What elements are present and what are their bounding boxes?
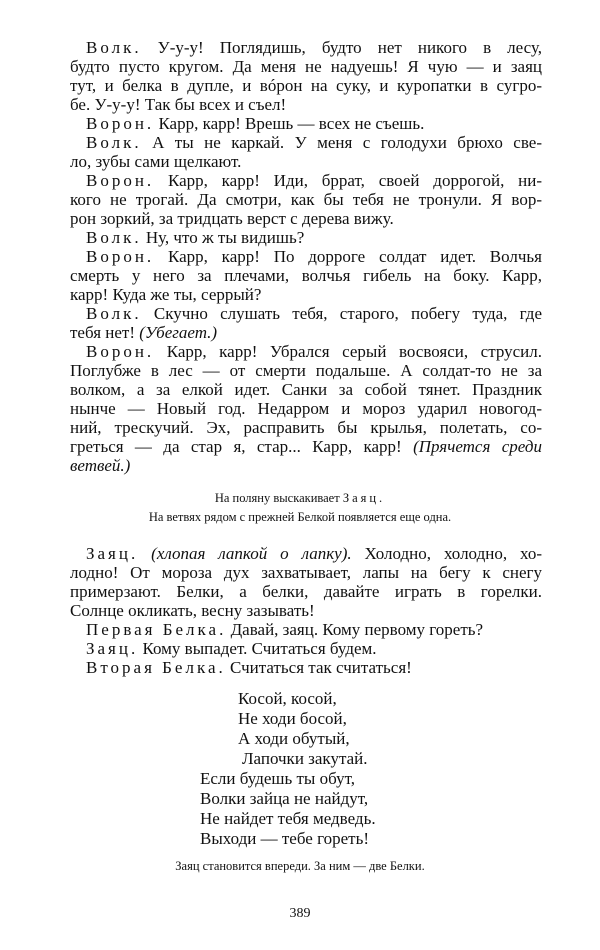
line-text: лодно! От мороза дух захватывает, лапы на бегу к снегу — [70, 563, 542, 582]
text-line — [70, 639, 542, 658]
line-text: А ты не каркай. У меня с голодухи брюхо све- — [141, 133, 542, 152]
text-line — [70, 285, 542, 304]
speaker-name: Ворон. — [86, 171, 155, 190]
poem-line: Не ходи босой, — [238, 709, 347, 728]
line-text: тебя нет! — [70, 323, 140, 342]
line-text: ветвей.) — [70, 456, 131, 475]
text-line — [70, 601, 542, 620]
text-line — [70, 544, 542, 563]
line-text: будто пусто кругом. Да меня не надуешь! Я чую — и заяц — [70, 57, 542, 76]
stage-line — [0, 489, 600, 508]
text-line — [70, 456, 542, 475]
speaker-name: Заяц. — [86, 544, 139, 563]
text-line — [70, 304, 542, 323]
text-line — [70, 209, 542, 228]
speaker-name: Волк. — [86, 228, 142, 247]
stage-direction-enter-hare — [0, 489, 600, 527]
text-line — [70, 228, 542, 247]
text-line — [70, 133, 542, 152]
text-line — [70, 247, 542, 266]
text-line — [70, 658, 542, 677]
line-text: Карр, карр! Иди, бррат, своей доррогой, ни- — [154, 171, 542, 190]
poem-line: Если будешь ты обут, — [200, 769, 355, 788]
text-line — [70, 437, 542, 456]
speaker-name: Волк. — [86, 133, 142, 152]
text-line — [70, 399, 542, 418]
text-line — [70, 95, 542, 114]
stage-direction-final: Заяц становится впереди. За ним — две Белки. — [175, 859, 425, 873]
line-text: ний, трескучий. Эх, расправить бы крылья, полетать, со- — [70, 418, 542, 437]
text-line — [70, 38, 542, 57]
speaker-name: Ворон. — [86, 342, 155, 361]
text-line — [70, 342, 542, 361]
page-number: 389 — [289, 906, 311, 921]
speaker-name: Ворон. — [86, 247, 155, 266]
line-text: Ну, что ж ты видишь? — [141, 228, 305, 247]
speaker-name: Ворон. — [86, 114, 155, 133]
poem-line: Косой, косой, — [238, 689, 337, 708]
line-text: примерзают. Белки, а белки, давайте играть в горелки. — [70, 582, 542, 601]
line-text: греться — да стар я, стар... Карр, карр! — [70, 437, 414, 456]
stage-direction: (хлопая лапкой о лапку). — [138, 544, 352, 563]
speaker-name: Первая Белка. — [86, 620, 227, 639]
speaker-name: Заяц. — [86, 639, 139, 658]
text-line — [70, 76, 542, 95]
text-line — [70, 152, 542, 171]
text-line — [70, 114, 542, 133]
line-text: нынче — Новый год. Недарром и мороз ударил новогод- — [70, 399, 542, 418]
line-text: карр! Куда же ты, серрый? — [70, 285, 262, 304]
line-text: Скучно слушать тебя, старого, побегу туда, где — [141, 304, 542, 323]
stage-text: На ветвях рядом с прежней Белкой появляется еще одна. — [148, 510, 452, 524]
poem-line: Не найдет тебя медведь. — [200, 809, 376, 828]
line-text: Считаться так считаться! — [225, 658, 412, 677]
text-line — [70, 380, 542, 399]
poem-line: Волки зайца не найдут, — [200, 789, 369, 808]
stage-direction: (Прячется среди — [413, 437, 542, 456]
line-text: бе. У-у-у! Так бы всех и съел! — [70, 95, 287, 114]
text-line — [70, 57, 542, 76]
dialogue-block-top — [70, 38, 542, 475]
line-text: Карр, карр! Врешь — всех не съешь. — [154, 114, 425, 133]
poem-line: А ходи обутый, — [238, 729, 350, 748]
line-text: Карр, карр! Убрался серый восвояси, струсил. — [154, 342, 542, 361]
dialogue-block-bottom — [70, 544, 542, 677]
line-text: Карр, карр! По дорроге солдат идет. Волчья — [154, 247, 542, 266]
text-line — [70, 620, 542, 639]
line-text: У-у-у! Поглядишь, будто нет никого в лесу, — [141, 38, 542, 57]
speaker-name: Волк. — [86, 304, 142, 323]
line-text: Поглубже в лес — от смерти подальше. А солдат-то не за — [70, 361, 542, 380]
line-text: тут, и белка в дупле, и вóрон на суку, и куропатки в сугро- — [70, 76, 542, 95]
text-line — [70, 361, 542, 380]
speaker-name: Вторая Белка. — [86, 658, 226, 677]
line-text: Кому выпадет. Считаться будем. — [138, 639, 377, 658]
line-text: волком, а за елкой идет. Санки за собой тянет. Праздник — [70, 380, 542, 399]
text-line — [70, 582, 542, 601]
stage-text: На поляну выскакивает — [214, 491, 343, 505]
speaker-name: Волк. — [86, 38, 142, 57]
text-line — [70, 171, 542, 190]
poem-line: Выходи — тебе гореть! — [200, 829, 370, 848]
text-line — [70, 418, 542, 437]
text-line — [70, 323, 542, 342]
line-text: рон зоркий, за тридцать верст с дерева вижу. — [70, 209, 394, 228]
text-line — [70, 266, 542, 285]
counting-rhyme — [200, 689, 376, 849]
line-text: кого не трогай. Да смотри, как бы тебя не тронули. Я вор- — [70, 190, 542, 209]
text-line — [70, 563, 542, 582]
line-text: ло, зубы сами щелкают. — [70, 152, 242, 171]
text-line — [70, 190, 542, 209]
stage-direction: (Убегает.) — [139, 323, 218, 342]
line-text: смерть у него за плечами, волчья гибель на боку. Карр, — [70, 266, 542, 285]
line-text: Солнце окликать, весну зазывать! — [70, 601, 315, 620]
line-text: Давай, заяц. Кому первому гореть? — [226, 620, 484, 639]
character-name: Заяц. — [342, 491, 386, 505]
poem-line: Лапочки закутай. — [242, 749, 368, 768]
line-text: Холодно, холодно, хо- — [351, 544, 543, 563]
